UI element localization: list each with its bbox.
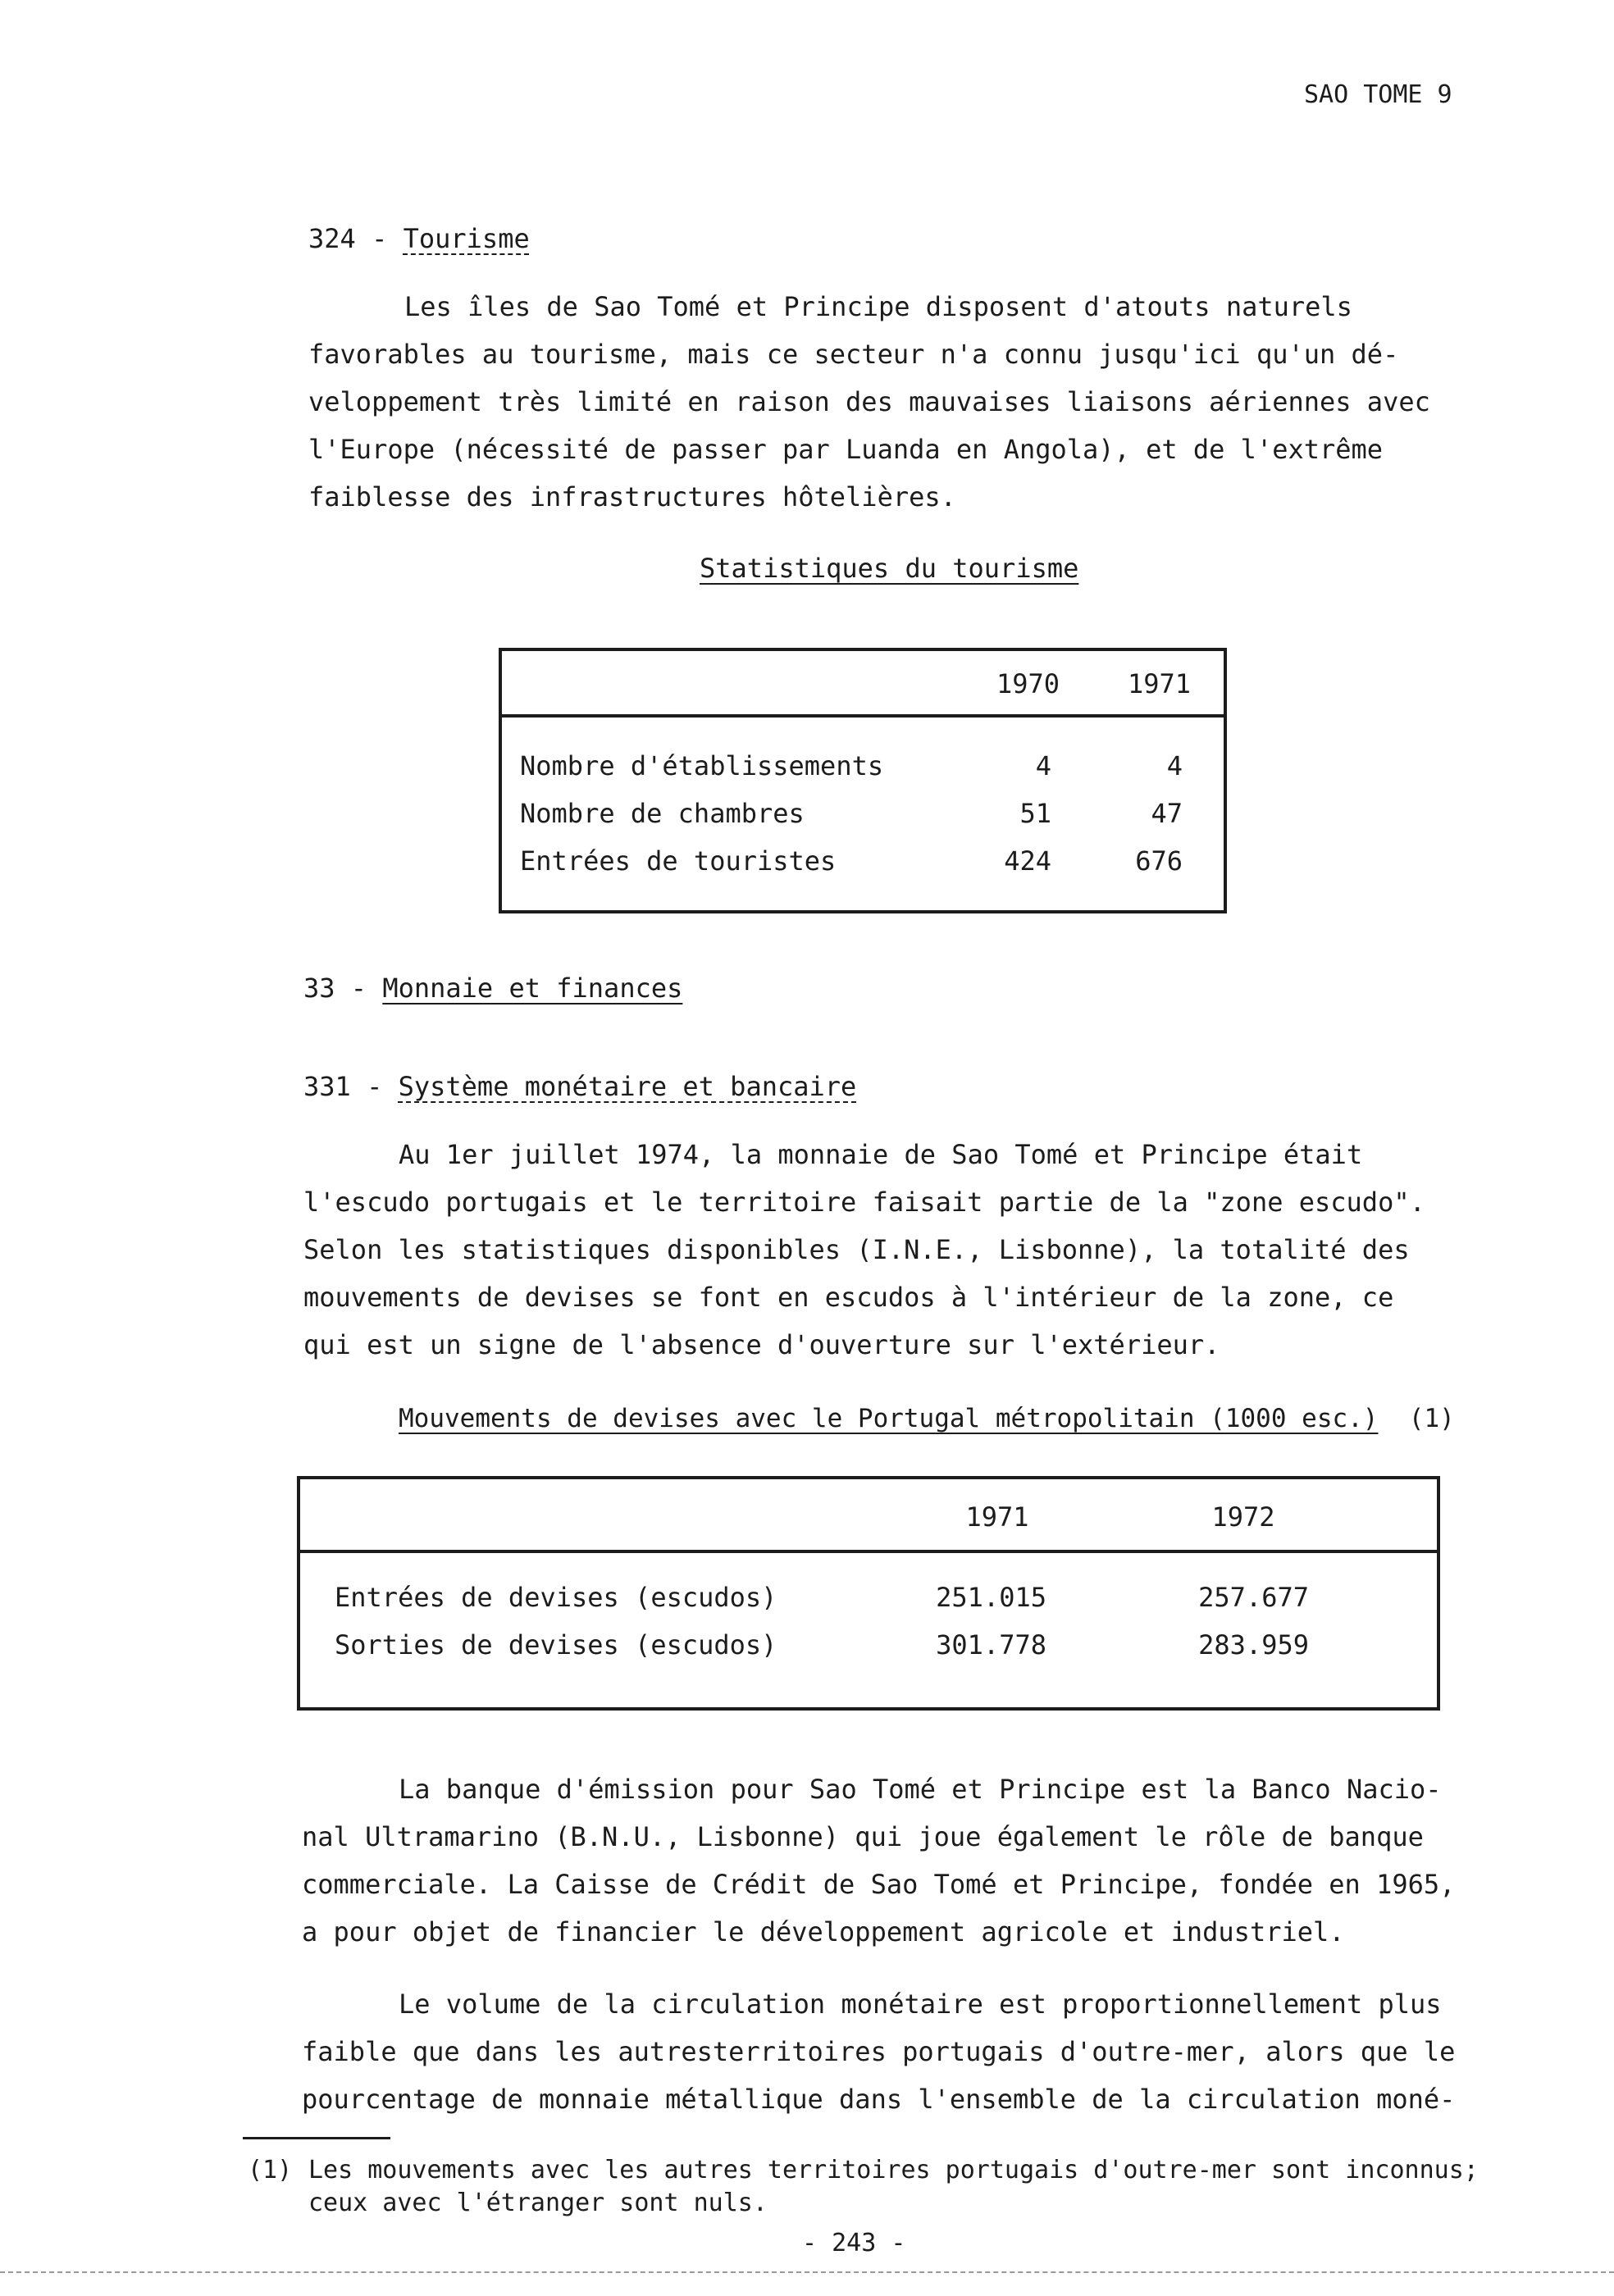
table-header-year: 1971 [965, 1501, 1029, 1533]
row-label: Entrées de devises (escudos) [335, 1582, 777, 1613]
cell-value: 4 [1166, 750, 1183, 781]
row-label: Entrées de touristes [520, 845, 837, 877]
footnote-marker: (1) [248, 2156, 293, 2184]
cell-value: 251.015 [936, 1582, 1046, 1613]
paragraph-line: mouvements de devises se font en escudos à l'intérieur de la zone, ce [303, 1282, 1394, 1313]
footnote-reference: (1) [1408, 1404, 1455, 1433]
cell-value: 424 [1004, 845, 1051, 877]
paragraph-line: favorables au tourisme, mais ce secteur n'a connu jusqu'ici qu'un dé- [308, 339, 1399, 370]
paragraph-line: faible que dans les autresterritoires portugais d'outre-mer, alors que le [302, 2036, 1456, 2067]
cell-value: 51 [1019, 798, 1051, 829]
paragraph-line: Le volume de la circulation monétaire est proportionnellement plus [399, 1988, 1442, 2020]
tourism-table-title: Statistiques du tourisme [700, 553, 1079, 584]
paragraph-line: l'escudo portugais et le territoire faisait partie de la "zone escudo". [303, 1187, 1425, 1218]
cell-value: 283.959 [1198, 1629, 1309, 1660]
paragraph-line: Les îles de Sao Tomé et Principe disposent d'atouts naturels [404, 291, 1352, 322]
page-header-label: SAO TOME 9 [1304, 80, 1452, 109]
table-header-year: 1971 [1127, 668, 1191, 699]
section-324-title: Tourisme [403, 223, 530, 254]
table-header-year: 1970 [996, 668, 1060, 699]
devises-table-title-text: Mouvements de devises avec le Portugal métropolitain (1000 esc.) [399, 1404, 1379, 1433]
paragraph-line: Selon les statistiques disponibles (I.N.E., Lisbonne), la totalité des [303, 1234, 1410, 1265]
cell-value: 4 [1035, 750, 1051, 781]
paragraph-line: faiblesse des infrastructures hôtelières. [308, 481, 956, 512]
table-header-divider [502, 714, 1224, 718]
paragraph-line: l'Europe (nécessité de passer par Luanda en Angola), et de l'extrême [308, 434, 1384, 465]
section-331-title: Système monétaire et bancaire [398, 1071, 857, 1102]
footnote-divider [243, 2137, 390, 2139]
paragraph-line: qui est un signe de l'absence d'ouverture sur l'extérieur. [303, 1329, 1220, 1360]
paragraph-line: a pour objet de financier le développement agricole et industriel. [302, 1916, 1345, 1947]
section-324-number: 324 - [308, 223, 404, 254]
paragraph-line: nal Ultramarino (B.N.U., Lisbonne) qui joue également le rôle de banque [302, 1821, 1424, 1852]
paragraph-line: La banque d'émission pour Sao Tomé et Principe est la Banco Nacio- [399, 1774, 1442, 1805]
section-33-heading [303, 973, 682, 1004]
page-number: - 243 - [802, 2229, 906, 2257]
row-label: Nombre de chambres [520, 798, 805, 829]
page-bottom-edge [0, 2271, 1614, 2273]
section-331-number: 331 - [303, 1071, 399, 1102]
paragraph-line: commerciale. La Caisse de Crédit de Sao Tomé et Principe, fondée en 1965, [302, 1869, 1456, 1900]
section-33-number: 33 - [303, 973, 383, 1004]
devises-table [297, 1476, 1440, 1711]
cell-value: 676 [1135, 845, 1183, 877]
table-header-divider [300, 1550, 1437, 1553]
section-324-heading [308, 223, 530, 254]
tourism-table [499, 648, 1227, 913]
paragraph-line: Au 1er juillet 1974, la monnaie de Sao Tomé et Principe était [399, 1139, 1363, 1170]
table-header-year: 1972 [1211, 1501, 1275, 1533]
footnote-line: ceux avec l'étranger sont nuls. [308, 2189, 768, 2217]
row-label: Nombre d'établissements [520, 750, 884, 781]
cell-value: 47 [1151, 798, 1183, 829]
row-label: Sorties de devises (escudos) [335, 1629, 777, 1660]
paragraph-line: veloppement très limité en raison des mauvaises liaisons aériennes avec [308, 386, 1430, 417]
footnote-line: Les mouvements avec les autres territoires portugais d'outre-mer sont inconnus; [308, 2156, 1479, 2184]
cell-value: 257.677 [1198, 1582, 1309, 1613]
devises-table-title [399, 1404, 1455, 1433]
section-33-title: Monnaie et finances [382, 973, 683, 1004]
section-331-heading [303, 1071, 856, 1102]
cell-value: 301.778 [936, 1629, 1046, 1660]
paragraph-line: pourcentage de monnaie métallique dans l'ensemble de la circulation moné- [302, 2084, 1456, 2115]
